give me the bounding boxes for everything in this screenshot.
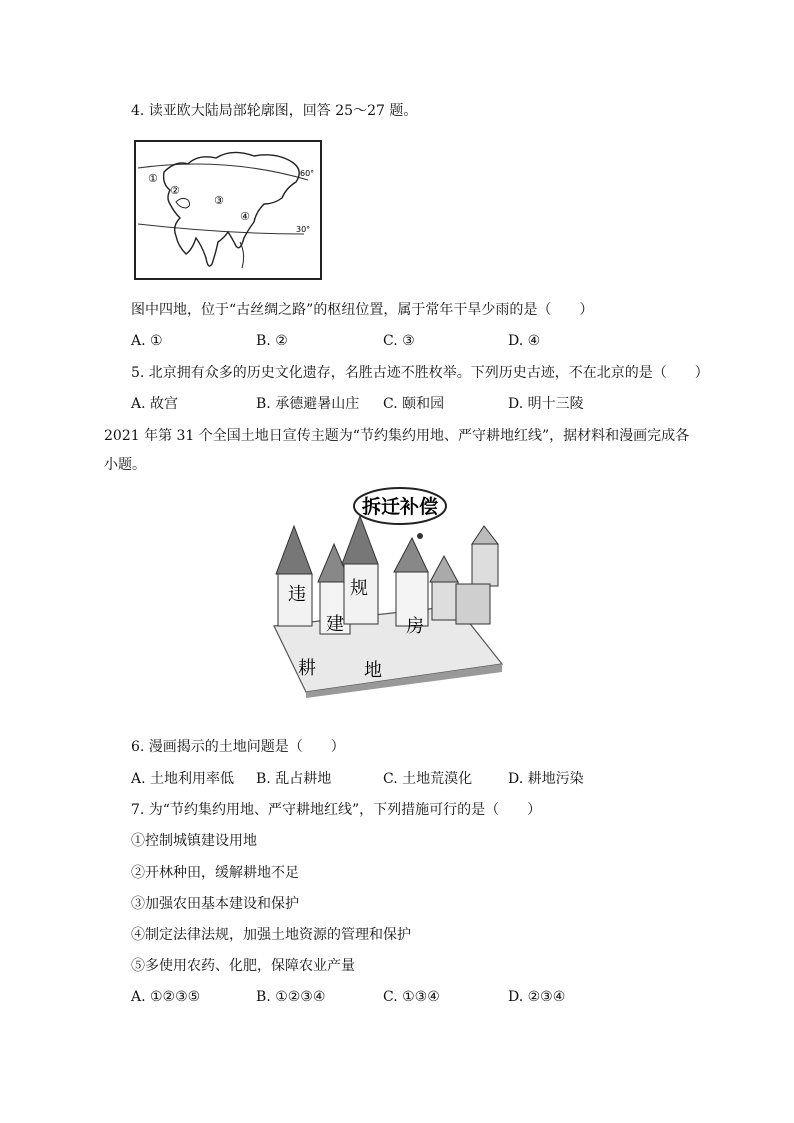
house-char-1: 违: [288, 584, 306, 605]
q4-stem: 4. 读亚欧大陆局部轮廓图，回答 25～27 题。: [131, 103, 418, 119]
ground-char-2: 地: [364, 660, 382, 681]
q7-item-4: ④制定法律法规，加强土地资源的管理和保护: [131, 927, 411, 943]
map-mark-1: ①: [148, 172, 158, 185]
q6-option-a[interactable]: A. 土地利用率低: [131, 771, 235, 787]
q7-item-2: ②开林种田，缓解耕地不足: [131, 865, 299, 881]
q4-option-c[interactable]: C. ③: [383, 333, 415, 349]
q7-option-d[interactable]: D. ②③④: [508, 989, 566, 1005]
q4-option-a[interactable]: A. ①: [131, 333, 163, 349]
eurasia-map: [134, 140, 322, 280]
q7-option-c[interactable]: C. ①③④: [383, 989, 440, 1005]
q7-item-5: ⑤多使用农药、化肥，保障农业产量: [131, 958, 355, 974]
q4-option-b[interactable]: B. ②: [256, 333, 288, 349]
house-char-3: 建: [326, 614, 344, 635]
land-cartoon: [266, 486, 506, 698]
map-mark-3: ③: [214, 194, 224, 207]
q5-option-b[interactable]: B. 承德避暑山庄: [256, 396, 360, 412]
eurasia-outline-figure: [136, 142, 320, 278]
q4-option-d[interactable]: D. ④: [508, 333, 541, 349]
q5-option-d[interactable]: D. 明十三陵: [508, 396, 584, 412]
q7-option-a[interactable]: A. ①②③⑤: [131, 989, 201, 1005]
q6-option-b[interactable]: B. 乱占耕地: [256, 771, 332, 787]
q5-option-c[interactable]: C. 颐和园: [383, 396, 445, 412]
q4-sub-question: 图中四地，位于“古丝绸之路”的枢纽位置，属于常年干旱少雨的是（ ）: [131, 302, 594, 318]
material-intro-line1: 2021 年第 31 个全国土地日宣传主题为“节约集约用地、严守耕地红线”，据材料和漫画完成各: [104, 428, 690, 444]
map-mark-4: ④: [240, 210, 250, 223]
q7-item-1: ①控制城镇建设用地: [131, 833, 257, 849]
q7-item-3: ③加强农田基本建设和保护: [131, 896, 299, 912]
lat-label-60: 60°: [300, 169, 315, 178]
cartoon-figure: [266, 486, 506, 698]
material-intro-line2: 小题。: [104, 457, 146, 473]
cartoon-bubble-text: 拆迁补偿: [361, 496, 439, 518]
q5-stem: 5. 北京拥有众多的历史文化遗存，名胜古迹不胜枚举。下列历史古迹，不在北京的是（ ）: [131, 365, 709, 381]
q7-stem: 7. 为“节约集约用地、严守耕地红线”，下列措施可行的是（ ）: [131, 802, 542, 818]
q7-option-b[interactable]: B. ①②③④: [256, 989, 326, 1005]
q6-option-c[interactable]: C. 土地荒漠化: [383, 771, 473, 787]
lat-label-30: 30°: [296, 225, 311, 234]
house-char-4: 房: [406, 616, 424, 637]
q6-stem: 6. 漫画揭示的土地问题是（ ）: [131, 739, 345, 755]
q6-option-d[interactable]: D. 耕地污染: [508, 771, 584, 787]
map-mark-2: ②: [170, 184, 180, 197]
ground-char-1: 耕: [298, 658, 316, 679]
q5-option-a[interactable]: A. 故宫: [131, 396, 179, 412]
house-char-2: 规: [350, 578, 368, 599]
